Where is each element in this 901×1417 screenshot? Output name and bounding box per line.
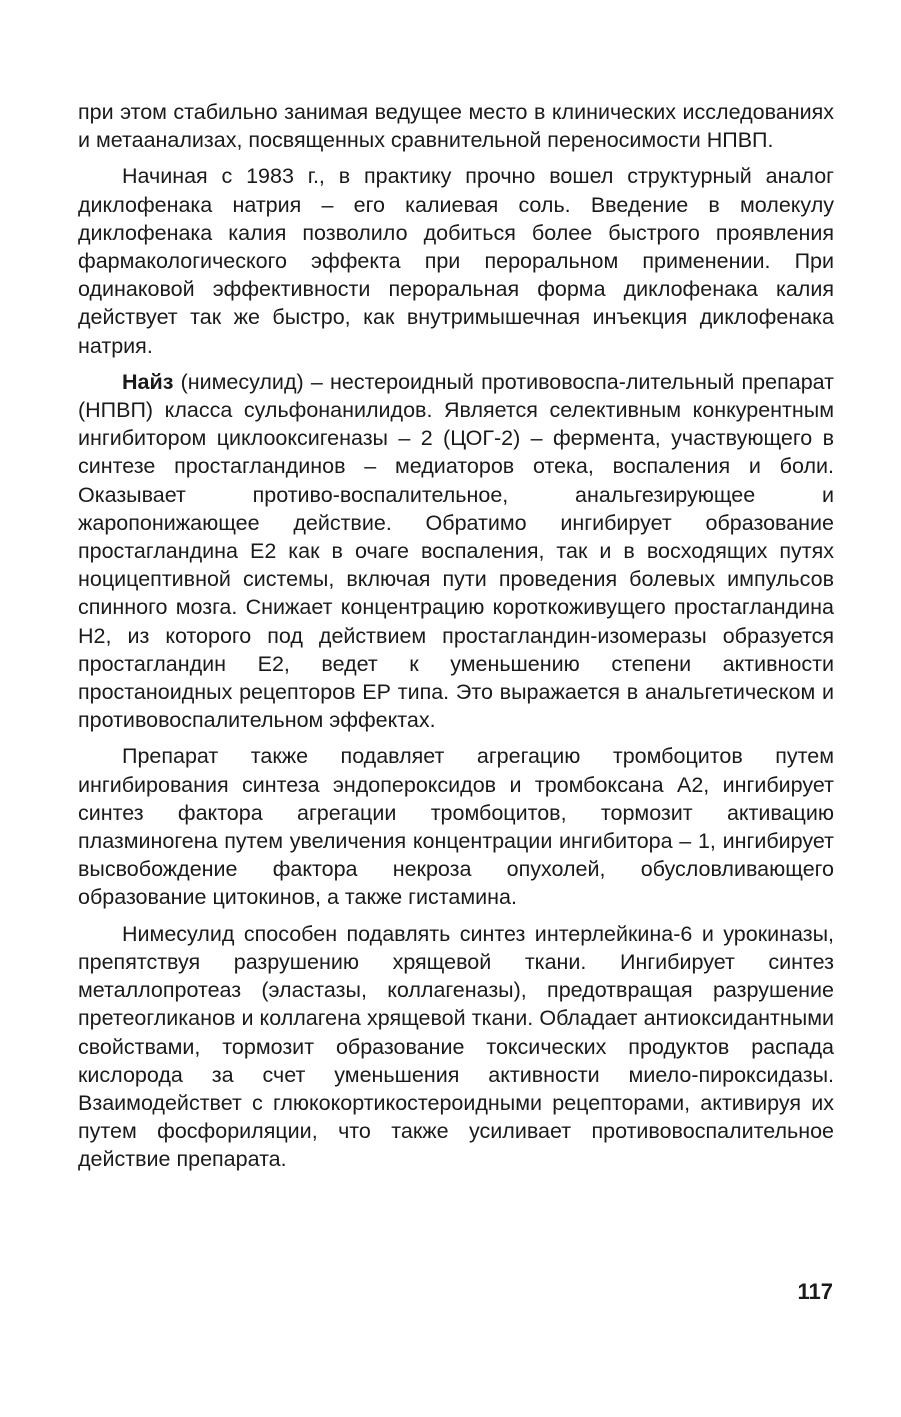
paragraph-continuation <box>78 98 834 154</box>
paragraph-nise <box>78 368 834 735</box>
paragraph-platelet-aggregation <box>78 742 834 911</box>
paragraph-text: (нимесулид) – нестероидный противовоспа-лительный препарат (НПВП) класса сульфонанилидов. Является селективным конкурентным ингибитором циклооксигеназы – 2 (ЦОГ-2) – фермента, участвующего в синтезе простагландинов – медиаторов отека, воспаления и боли. Оказывает противо-воспалительное, анальгезирующее и жаропонижающее действие. Обратимо ингибирует образование простагландина Е2 как в очаге воспаления, так и в восходящих путях ноцицептивной системы, включая пути проведения болевых импульсов спинного мозга. Снижает концентрацию короткоживущего простагландина Н2, из которого под действием простагландин-изомеразы образуется простагландин Е2, ведет к уменьшению степени активности простаноидных рецепторов ЕР типа. Это выражается в анальгетическом и противовоспалительном эффектах. <box>78 369 834 733</box>
paragraph-text: Нимесулид способен подавлять синтез интерлейкина-6 и урокиназы, препятствуя разрушению хрящевой ткани. Ингибирует синтез металлопротеаз (эластазы, коллагеназы), предотвращая разрушение претеогликанов и коллагена хрящевой ткани. Обладает антиоксидантными свойствами, тормозит образование токсических продуктов распада кислорода за счет уменьшения активности миело-пироксидазы. Взаимодействет с глюкокортикостероидными рецепторами, активируя их путем фосфориляции, что также усиливает противовоспалительное действие препарата. <box>78 921 834 1172</box>
paragraph-text: Начиная с 1983 г., в практику прочно вошел структурный аналог диклофенака натрия – его калиевая соль. Введение в молекулу диклофенака калия позволило добиться более быстрого проявления фармакологического эффекта при пероральном применении. При одинаковой эффективности пероральная форма диклофенака калия действует так же быстро, как внутримышечная инъекция диклофенака натрия. <box>78 164 834 358</box>
paragraph-text: при этом стабильно занимая ведущее место в клинических исследованиях и метаанализах, посвященных сравнительной переносимости НПВП. <box>78 100 834 153</box>
paragraph-diclofenac-potassium <box>78 162 834 359</box>
drug-name-heading: Найз <box>122 369 174 394</box>
paragraph-text: Препарат также подавляет агрегацию тромбоцитов путем ингибирования синтеза эндопероксидов и тромбоксана А2, ингибирует синтез фактора агрегации тромбоцитов, тормозит активацию плазминогена путем увеличения концентрации ингибитора – 1, ингибирует высвобождение фактора некроза опухолей, обусловливающего образование цитокинов, а также гистамина. <box>78 744 834 910</box>
page-body <box>78 98 834 1182</box>
page-number: 117 <box>797 1279 833 1304</box>
paragraph-nimesulide-cartilage <box>78 920 834 1174</box>
